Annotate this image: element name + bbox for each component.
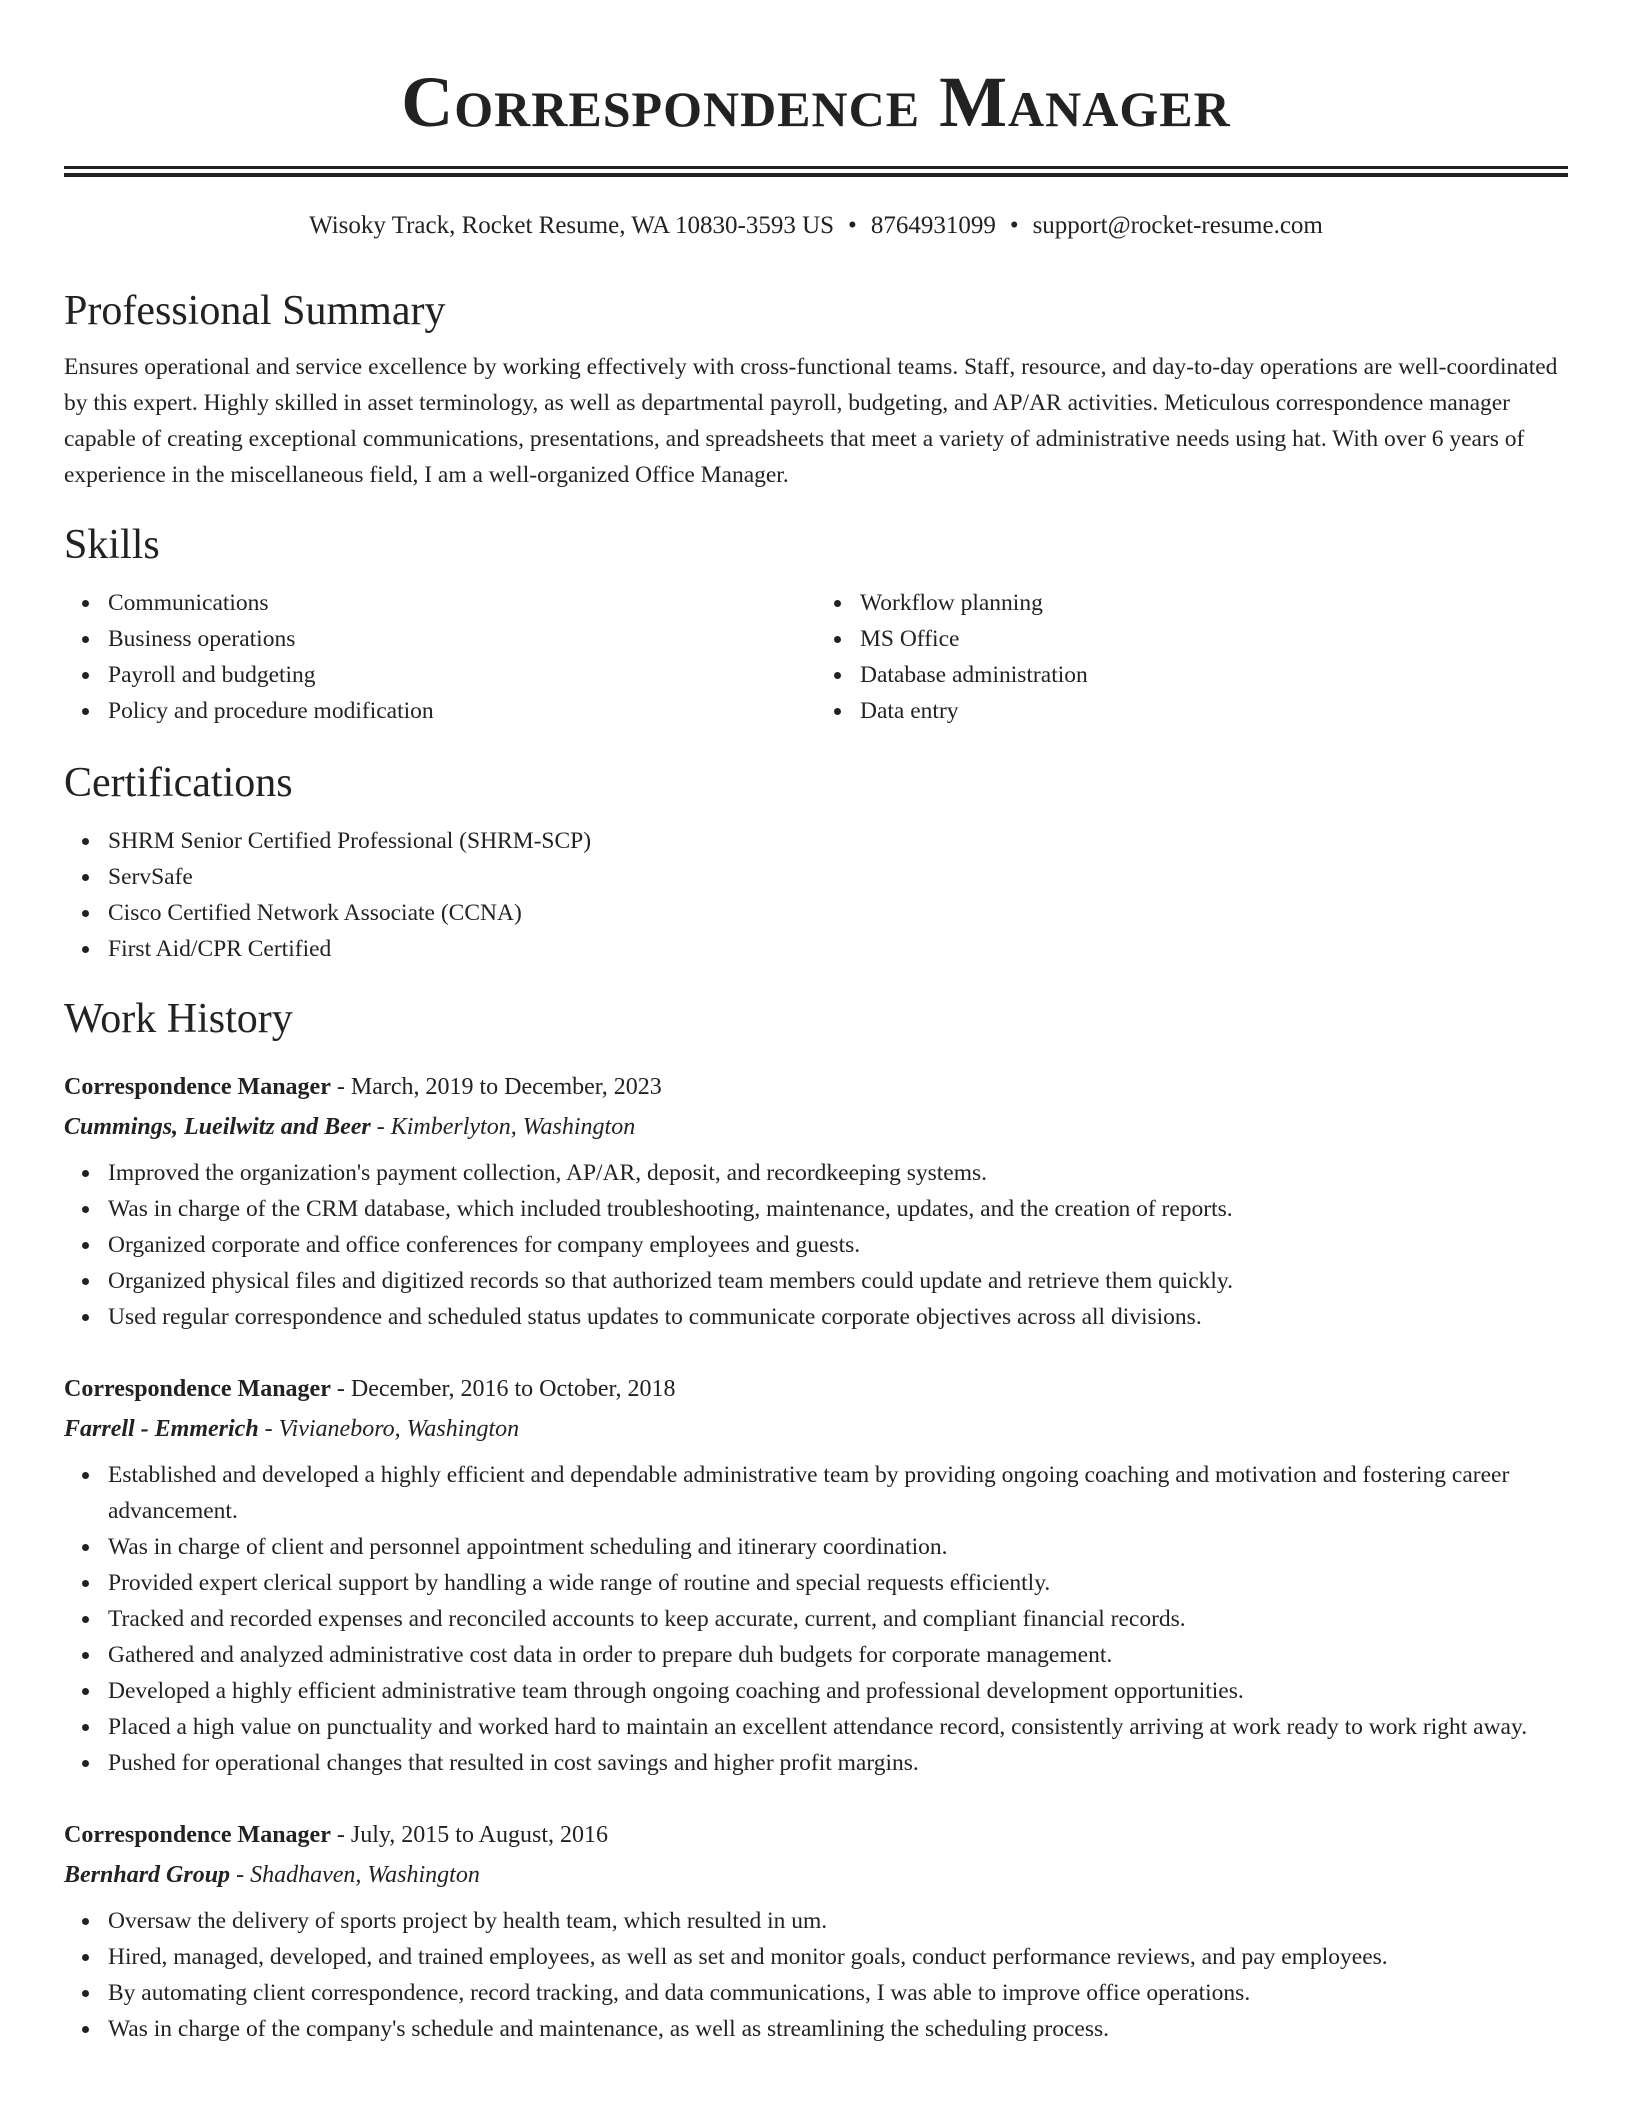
job-dash: - [230, 1862, 251, 1888]
certification-item: SHRM Senior Certified Professional (SHRM-SCP) [108, 823, 1568, 859]
job-bullet: Placed a high value on punctuality and worked hard to maintain an excellent attendance record, consistently arriving at work ready to work right away. [108, 1709, 1568, 1745]
job-bullet-list [64, 1155, 1568, 1335]
certification-item: ServSafe [108, 859, 1568, 895]
skill-item: Data entry [860, 693, 1568, 729]
job-bullet-list [64, 1457, 1568, 1781]
job-bullet: Established and developed a highly efficient and dependable administrative team by providing ongoing coaching and motivation and fostering career advancement. [108, 1457, 1568, 1529]
contact-separator: • [1009, 212, 1019, 239]
job-company-line [64, 1107, 1568, 1147]
job-bullet: Provided expert clerical support by handling a wide range of routine and special requests efficiently. [108, 1565, 1568, 1601]
resume-name-heading: Correspondence Manager [401, 62, 1231, 142]
job-dash: - [330, 1074, 351, 1100]
job-dash: - [330, 1376, 351, 1402]
job-header [64, 1815, 1568, 1855]
certification-item: First Aid/CPR Certified [108, 931, 1568, 967]
job-dates: July, 2015 to August, 2016 [350, 1822, 608, 1848]
summary-heading: Professional Summary [64, 288, 446, 334]
job-header [64, 1369, 1568, 1409]
skill-item: MS Office [860, 621, 1568, 657]
job-bullet: Gathered and analyzed administrative cost data in order to prepare duh budgets for corporate management. [108, 1637, 1568, 1673]
contact-line [64, 211, 1568, 241]
skill-item: Payroll and budgeting [108, 657, 816, 693]
job-bullet: Hired, managed, developed, and trained employees, as well as set and monitor goals, conduct performance reviews, and pay employees. [108, 1939, 1568, 1975]
job-dash: - [330, 1822, 351, 1848]
certifications-list [64, 823, 1568, 967]
job-company: Bernhard Group [64, 1862, 231, 1888]
job-company-line [64, 1409, 1568, 1449]
job-bullet: Was in charge of client and personnel appointment scheduling and itinerary coordination. [108, 1529, 1568, 1565]
header-double-rule [64, 166, 1568, 177]
skill-item: Communications [108, 585, 816, 621]
job-bullet: Developed a highly efficient administrative team through ongoing coaching and professional development opportunities. [108, 1673, 1568, 1709]
job-company-line [64, 1855, 1568, 1895]
contact-phone: 8764931099 [870, 212, 996, 239]
skills-list-left [64, 585, 816, 729]
certifications-heading: Certifications [64, 760, 293, 806]
job-dash: - [370, 1114, 391, 1140]
skill-item: Policy and procedure modification [108, 693, 816, 729]
job-title: Correspondence Manager [64, 1376, 331, 1402]
skill-item: Workflow planning [860, 585, 1568, 621]
skills-heading: Skills [64, 522, 160, 568]
job-title: Correspondence Manager [64, 1074, 331, 1100]
work-history-heading: Work History [64, 996, 293, 1042]
job-bullet: Was in charge of the CRM database, which included troubleshooting, maintenance, updates, and the creation of reports. [108, 1191, 1568, 1227]
job-company: Farrell - Emmerich [64, 1416, 259, 1442]
job-bullet: Improved the organization's payment collection, AP/AR, deposit, and recordkeeping systems. [108, 1155, 1568, 1191]
job-bullet: Organized corporate and office conferences for company employees and guests. [108, 1227, 1568, 1263]
job-entry [64, 1815, 1568, 2047]
job-bullet: Was in charge of the company's schedule and maintenance, as well as streamlining the scheduling process. [108, 2011, 1568, 2047]
summary-text: Ensures operational and service excellence by working effectively with cross-functional teams. Staff, resource, and day-to-day operations are well-coordinated by this expert. Highly skilled in asset terminology, as well as departmental payroll, budgeting, and AP/AR activities. Meticulous correspondence manager capable of creating exceptional communications, presentations, and spreadsheets that meet a variety of administrative needs using hat. With over 6 years of experience in the miscellaneous field, I am a well-organized Office Manager. [64, 354, 1558, 488]
skills-list-right [816, 585, 1568, 729]
job-location: Shadhaven, Washington [250, 1862, 480, 1888]
job-bullet: By automating client correspondence, record tracking, and data communications, I was able to improve office operations. [108, 1975, 1568, 2011]
contact-separator: • [848, 212, 857, 239]
job-bullet: Pushed for operational changes that resulted in cost savings and higher profit margins. [108, 1745, 1568, 1781]
contact-email: support@rocket-resume.com [1032, 212, 1323, 239]
job-company: Cummings, Lueilwitz and Beer [64, 1114, 371, 1140]
skills-grid [64, 585, 1568, 729]
job-entry [64, 1369, 1568, 1781]
skill-item: Database administration [860, 657, 1568, 693]
job-location: Kimberlyton, Washington [390, 1114, 636, 1140]
job-bullet: Used regular correspondence and scheduled status updates to communicate corporate objectives across all divisions. [108, 1299, 1568, 1335]
job-bullet-list [64, 1903, 1568, 2047]
job-bullet: Tracked and recorded expenses and reconciled accounts to keep accurate, current, and compliant financial records. [108, 1601, 1568, 1637]
job-dash: - [258, 1416, 279, 1442]
job-bullet: Organized physical files and digitized records so that authorized team members could update and retrieve them quickly. [108, 1263, 1568, 1299]
job-location: Vivianeboro, Washington [278, 1416, 520, 1442]
contact-address: Wisoky Track, Rocket Resume, WA 10830-3593 US [309, 212, 835, 239]
job-entry [64, 1067, 1568, 1335]
job-header [64, 1067, 1568, 1107]
job-dates: December, 2016 to October, 2018 [350, 1376, 676, 1402]
certification-item: Cisco Certified Network Associate (CCNA) [108, 895, 1568, 931]
job-dates: March, 2019 to December, 2023 [350, 1074, 662, 1100]
skill-item: Business operations [108, 621, 816, 657]
job-title: Correspondence Manager [64, 1822, 331, 1848]
job-bullet: Oversaw the delivery of sports project by health team, which resulted in um. [108, 1903, 1568, 1939]
